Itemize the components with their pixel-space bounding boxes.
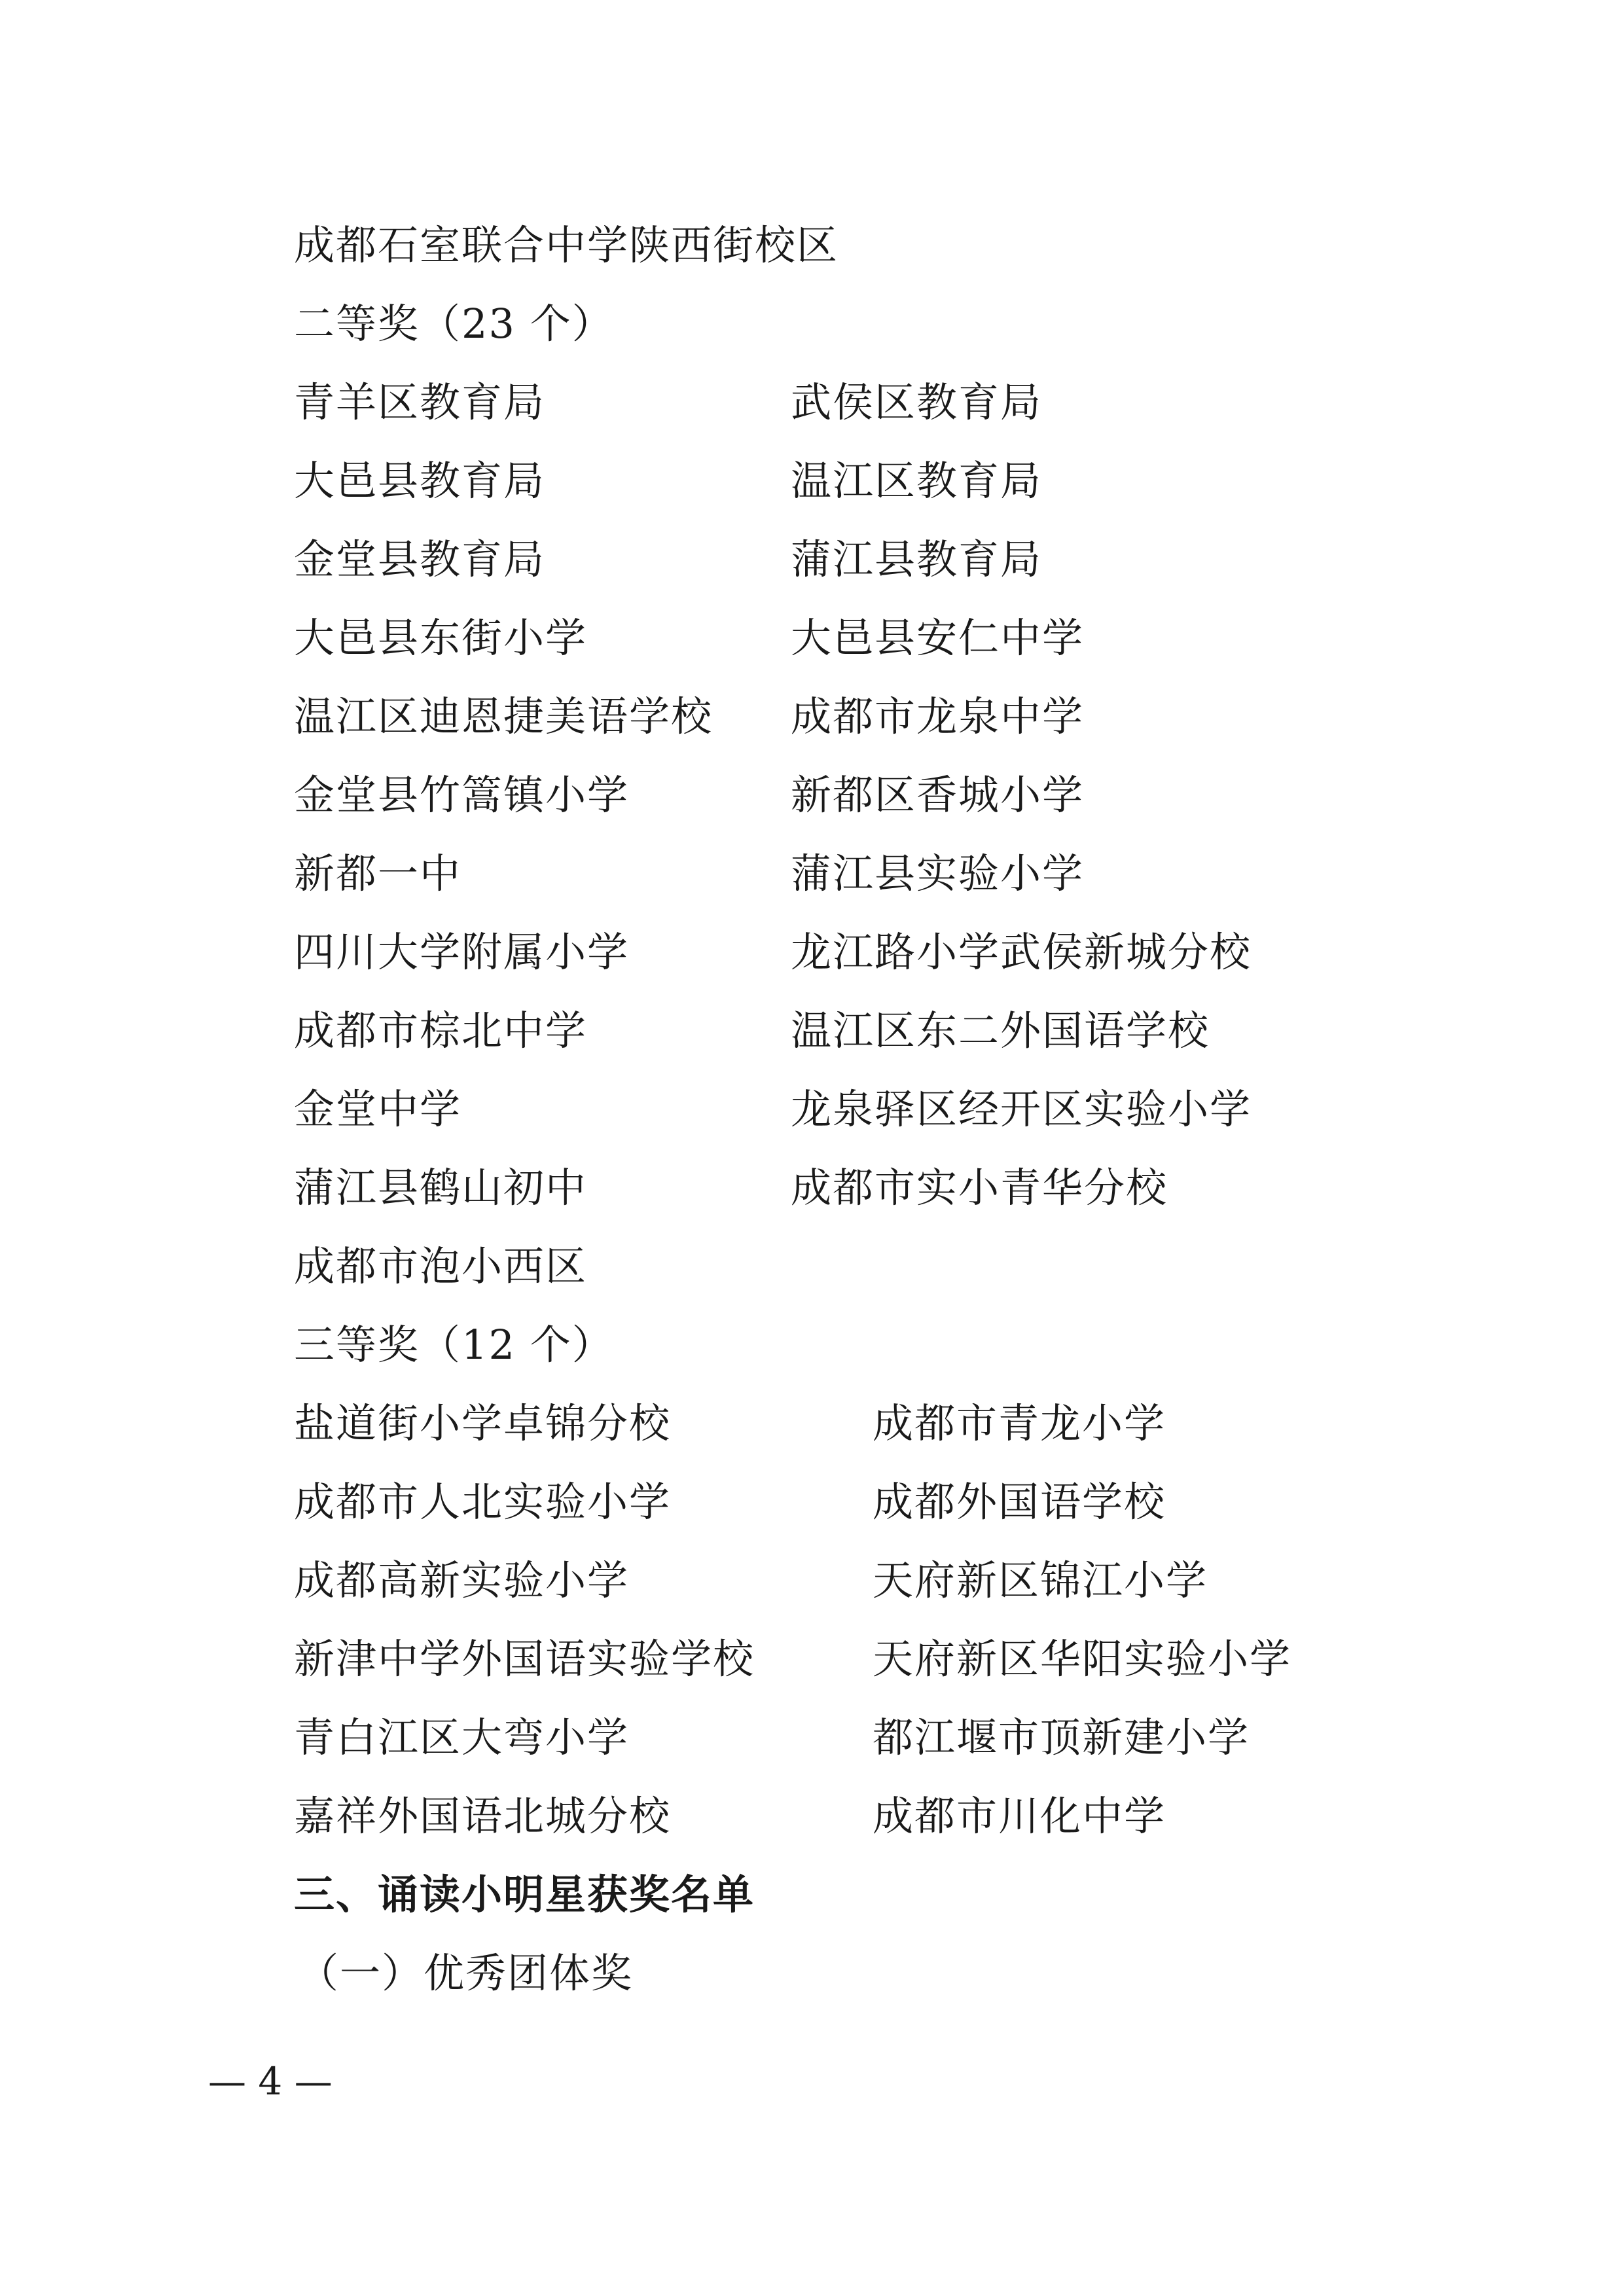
third-prize-heading: 三等奖（12 个）	[294, 1321, 614, 1369]
list-item: 大邑县教育局	[294, 457, 546, 505]
list-item: 大邑县安仁中学	[791, 614, 1085, 662]
list-item: 成都市棕北中学	[294, 1007, 588, 1054]
list-item: 金堂县教育局	[294, 535, 546, 583]
list-item: 温江区迪恩捷美语学校	[294, 692, 713, 740]
list-item: 成都市实小青华分校	[791, 1164, 1168, 1211]
list-item: 蒲江县实验小学	[791, 850, 1085, 897]
list-item: 成都市龙泉中学	[791, 692, 1085, 740]
list-item: 成都市川化中学	[873, 1792, 1166, 1840]
list-item: 武侯区教育局	[791, 378, 1043, 426]
list-item: 温江区教育局	[791, 457, 1043, 505]
subsection-heading: （一）优秀团体奖	[298, 1949, 634, 1997]
list-item: 青白江区大弯小学	[294, 1713, 630, 1761]
section-three-heading: 三、诵读小明星获奖名单	[294, 1871, 755, 1918]
top-line: 成都石室联合中学陕西街校区	[294, 221, 839, 269]
list-item: 龙江路小学武侯新城分校	[791, 928, 1252, 976]
list-item: 成都高新实验小学	[294, 1556, 630, 1604]
list-item: 青羊区教育局	[294, 378, 546, 426]
list-item: 新都区香城小学	[791, 771, 1085, 819]
list-item: 天府新区华阳实验小学	[873, 1635, 1292, 1683]
list-item: 都江堰市顶新建小学	[873, 1713, 1250, 1761]
list-item: 新都一中	[294, 850, 462, 897]
list-item: 温江区东二外国语学校	[791, 1007, 1210, 1054]
list-item: 金堂中学	[294, 1085, 462, 1133]
page-number: — 4 —	[208, 2059, 333, 2104]
list-item: 成都市人北实验小学	[294, 1478, 672, 1526]
list-item: 金堂县竹篙镇小学	[294, 771, 630, 819]
list-item: 成都市泡小西区	[294, 1242, 588, 1290]
list-item: 四川大学附属小学	[294, 928, 630, 976]
list-item: 大邑县东街小学	[294, 614, 588, 662]
list-item: 嘉祥外国语北城分校	[294, 1792, 672, 1840]
list-item: 蒲江县教育局	[791, 535, 1043, 583]
list-item: 新津中学外国语实验学校	[294, 1635, 755, 1683]
list-item: 成都市青龙小学	[873, 1399, 1166, 1447]
list-item: 龙泉驿区经开区实验小学	[791, 1085, 1252, 1133]
list-item: 蒲江县鹤山初中	[294, 1164, 588, 1211]
list-item: 天府新区锦江小学	[873, 1556, 1208, 1604]
list-item: 成都外国语学校	[873, 1478, 1166, 1526]
list-item: 盐道街小学卓锦分校	[294, 1399, 672, 1447]
second-prize-heading: 二等奖（23 个）	[294, 300, 614, 348]
